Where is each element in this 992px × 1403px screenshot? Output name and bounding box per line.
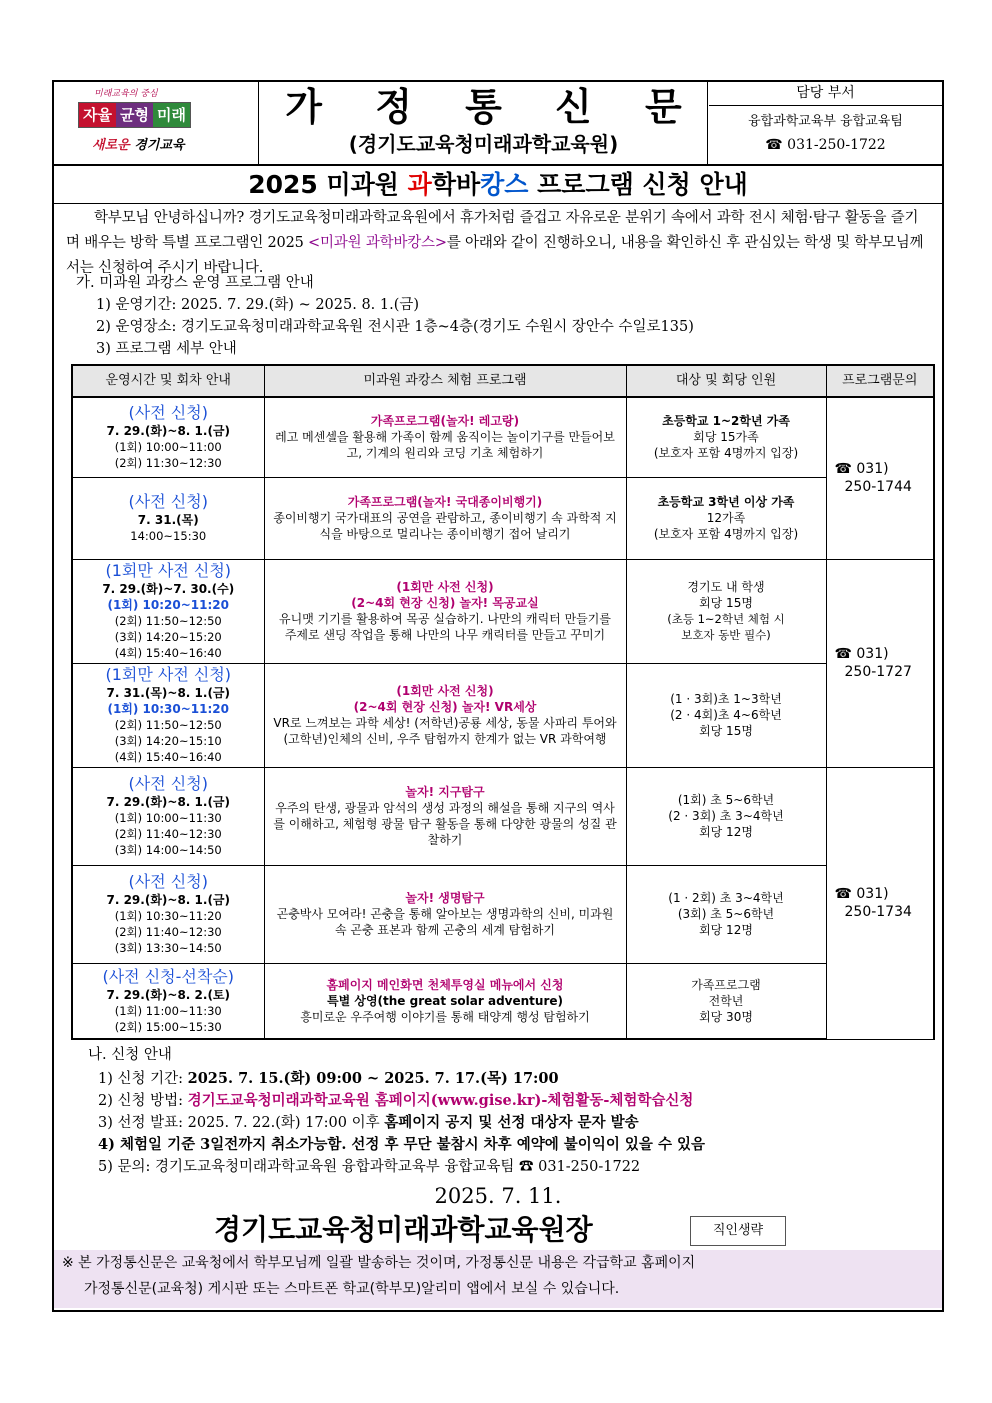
column-header: 프로그램문의 <box>826 365 934 397</box>
organization-name: (경기도교육청미래과학교육원) <box>348 132 619 156</box>
signatory-name: 경기도교육청미래과학교육원장 <box>214 1213 593 1246</box>
table-row <box>72 767 934 865</box>
department-name: 융합과학교육부 융합교육팀 <box>748 114 903 129</box>
target-cell: 초등학교 3학년 이상 가족 12가족 (보호자 포함 4명까지 입장) <box>626 477 826 559</box>
footer-line: 가정통신문(교육청) 게시판 또는 스마트폰 학교(학부모)알리미 앱에서 보실 수 있습니다. <box>84 1281 620 1297</box>
table-row <box>72 963 934 1039</box>
table-row <box>72 477 934 559</box>
section-a-heading: 가. 미과원 과캉스 운영 프로그램 안내 <box>76 275 314 291</box>
footer-note <box>54 1250 942 1308</box>
application-link[interactable]: 경기도교육청미래과학교육원 홈페이지(www.gise.kr)-체험활동-체험학습신청 <box>187 1092 694 1109</box>
header <box>54 82 942 166</box>
inquiry-info: 5) 문의: 경기도교육청미래과학교육원 융합과학교육부 융합교육팀 ☎ 031-250-1722 <box>98 1159 641 1175</box>
issue-date: 2025. 7. 11. <box>434 1184 562 1208</box>
schedule-cell: (사전 신청) 7. 29.(화)~8. 1.(금) (1회) 10:00~11:00 (2회) 11:30~12:30 <box>72 397 264 477</box>
notice-title: 2025 미과원 과학바캉스 프로그램 신청 안내 <box>54 166 942 204</box>
target-cell: (1 · 2회) 초 3~4학년 (3회) 초 5~6학년 회당 12명 <box>626 865 826 963</box>
column-header: 운영시간 및 회차 안내 <box>72 365 264 397</box>
schedule-cell: (사전 신청) 7. 29.(화)~8. 1.(금) (1회) 10:30~11:20 (2회) 11:40~12:30 (3회) 13:30~14:50 <box>72 865 264 963</box>
logo-tagline: 미래교육의 중심 <box>94 89 158 99</box>
target-cell: 초등학교 1~2학년 가족 회당 15가족 (보호자 포함 4명까지 입장) <box>626 397 826 477</box>
column-header: 대상 및 회당 인원 <box>626 365 826 397</box>
program-cell: 홈페이지 메인화면 천체투영실 메뉴에서 신청 특별 상영(the great solar adventure) 흥미로운 우주여행 이야기를 통해 태양계 행성 탐험하기 <box>264 963 626 1039</box>
contact-cell: ☎ 031) 250-1744 <box>826 397 934 559</box>
schedule-cell: (사전 신청) 7. 29.(화)~8. 1.(금) (1회) 10:00~11:30 (2회) 11:40~12:30 (3회) 14:00~14:50 <box>72 767 264 865</box>
logo <box>54 82 259 164</box>
schedule-cell: (1회만 사전 신청) 7. 29.(화)~7. 30.(수) (1회) 10:20~11:20 (2회) 11:50~12:50 (3회) 14:20~15:20 (4회) 15:40~16:40 <box>72 559 264 663</box>
department-phone: ☎ 031-250-1722 <box>765 137 886 153</box>
section-a-item: 3) 프로그램 세부 안내 <box>96 341 237 357</box>
program-cell: 놀자! 생명탐구 곤충박사 모여라! 곤충을 통해 알아보는 생명과학의 신비, 미과원 속 곤충 표본과 함께 곤충의 세계 탐험하기 <box>264 865 626 963</box>
footer-line: ※ 본 가정통신문은 교육청에서 학부모님께 일괄 발송하는 것이며, 가정통신문 내용은 각급학교 홈페이지 <box>62 1255 696 1271</box>
schedule-cell: (1회만 사전 신청) 7. 31.(목)~8. 1.(금) (1회) 10:30~11:20 (2회) 11:50~12:50 (3회) 14:20~15:10 (4회) 15:40~16:40 <box>72 663 264 767</box>
logo-subtitle: 새로운 경기교육 <box>92 138 185 153</box>
page-title: 가 정 통 신 문 <box>285 84 702 129</box>
department-block <box>709 82 942 164</box>
section-a-item: 2) 운영장소: 경기도교육청미래과학교육원 전시관 1층~4층(경기도 수원시 장안수 수일로135) <box>96 319 694 335</box>
table-header-row <box>72 365 934 397</box>
program-cell: (1회만 사전 신청) (2~4회 현장 신청) 놀자! 목공교실 유니맷 기기를 활용하여 목공 실습하기. 나만의 캐릭터 만들기를 주제로 샌딩 작업을 통해 나만의 나무 캐릭터를 만들고 꾸미기 <box>264 559 626 663</box>
column-header: 미과원 과캉스 체험 프로그램 <box>264 365 626 397</box>
table-row <box>72 559 934 663</box>
seal-omitted-stamp: 직인생략 <box>690 1216 786 1246</box>
table-row <box>72 663 934 767</box>
program-cell: (1회만 사전 신청) (2~4회 현장 신청) 놀자! VR세상 VR로 느껴보는 과학 세상! (저학년)공룡 세상, 동물 사파리 투어와 (고학년)인체의 신비, 우주 탐험까지 한계가 없는 VR 과학여행 <box>264 663 626 767</box>
logo-word-3: 미래 <box>153 103 190 127</box>
program-table <box>71 364 935 1040</box>
section-b-heading: 나. 신청 안내 <box>88 1047 172 1063</box>
department-label: 담당 부서 <box>709 82 942 106</box>
logo-word-1: 자율 <box>79 103 116 127</box>
application-period: 1) 신청 기간: 2025. 7. 15.(화) 09:00 ~ 2025. 7. 17.(목) 17:00 <box>98 1070 559 1087</box>
program-cell: 가족프로그램(놀자! 레고랑) 레고 메센셀을 활용해 가족이 함께 움직이는 놀이기구를 만들어보고, 기계의 원리와 코딩 기초 체험하기 <box>264 397 626 477</box>
target-cell: (1 · 3회)초 1~3학년 (2 · 4회)초 4~6학년 회당 15명 <box>626 663 826 767</box>
target-cell: (1회) 초 5~6학년 (2 · 3회) 초 3~4학년 회당 12명 <box>626 767 826 865</box>
table-row <box>72 865 934 963</box>
contact-cell: ☎ 031) 250-1727 <box>826 559 934 767</box>
title-block <box>260 82 708 164</box>
logo-word-2: 균형 <box>116 103 153 127</box>
application-method: 2) 신청 방법: 경기도교육청미래과학교육원 홈페이지(www.gise.kr)-체험활동-체험학습신청 <box>98 1092 694 1109</box>
newsletter-frame <box>52 80 944 1312</box>
cancellation-notice: 4) 체험일 기준 3일전까지 취소가능함. 선정 후 무단 불참시 차후 예약에 불이익이 있을 수 있음 <box>98 1136 706 1153</box>
intro-paragraph: 학부모님 안녕하십니까? 경기도교육청미래과학교육원에서 휴가처럼 즐겁고 자유로운 분위기 속에서 과학 전시 체험·탐구 활동을 즐기며 배우는 방학 특별 프로그램인 2025 <미과원 과학바캉스>를 아래와 같이 진행하오니, 내용을 확인하신 후 관심있는 학생 및 학부모님께서는 신청하여 주시기 바랍니다. <box>66 210 924 276</box>
selection-announcement: 3) 선정 발표: 2025. 7. 22.(화) 17:00 이후 홈페이지 공지 및 선정 대상자 문자 발송 <box>98 1114 639 1131</box>
program-cell: 가족프로그램(놀자! 국대종이비행기) 종이비행기 국가대표의 공연을 관람하고, 종이비행기 속 과학적 지식을 바탕으로 멀리나는 종이비행기 접어 날리기 <box>264 477 626 559</box>
logo-badge <box>78 102 191 128</box>
target-cell: 경기도 내 학생 회당 15명 (초등 1~2학년 체험 시 보호자 동반 필수) <box>626 559 826 663</box>
table-row <box>72 397 934 477</box>
schedule-cell: (사전 신청-선착순) 7. 29.(화)~8. 2.(토) (1회) 11:00~11:30 (2회) 15:00~15:30 <box>72 963 264 1039</box>
section-a-item: 1) 운영기간: 2025. 7. 29.(화) ~ 2025. 8. 1.(금) <box>96 297 420 313</box>
target-cell: 가족프로그램 전학년 회당 30명 <box>626 963 826 1039</box>
program-cell: 놀자! 지구탐구 우주의 탄생, 광물과 암석의 생성 과정의 해설을 통해 지구의 역사를 이해하고, 체험형 광물 탐구 활동을 통해 다양한 광물의 성질 관찰하기 <box>264 767 626 865</box>
schedule-cell: (사전 신청) 7. 31.(목) 14:00~15:30 <box>72 477 264 559</box>
contact-cell: ☎ 031) 250-1734 <box>826 767 934 1039</box>
